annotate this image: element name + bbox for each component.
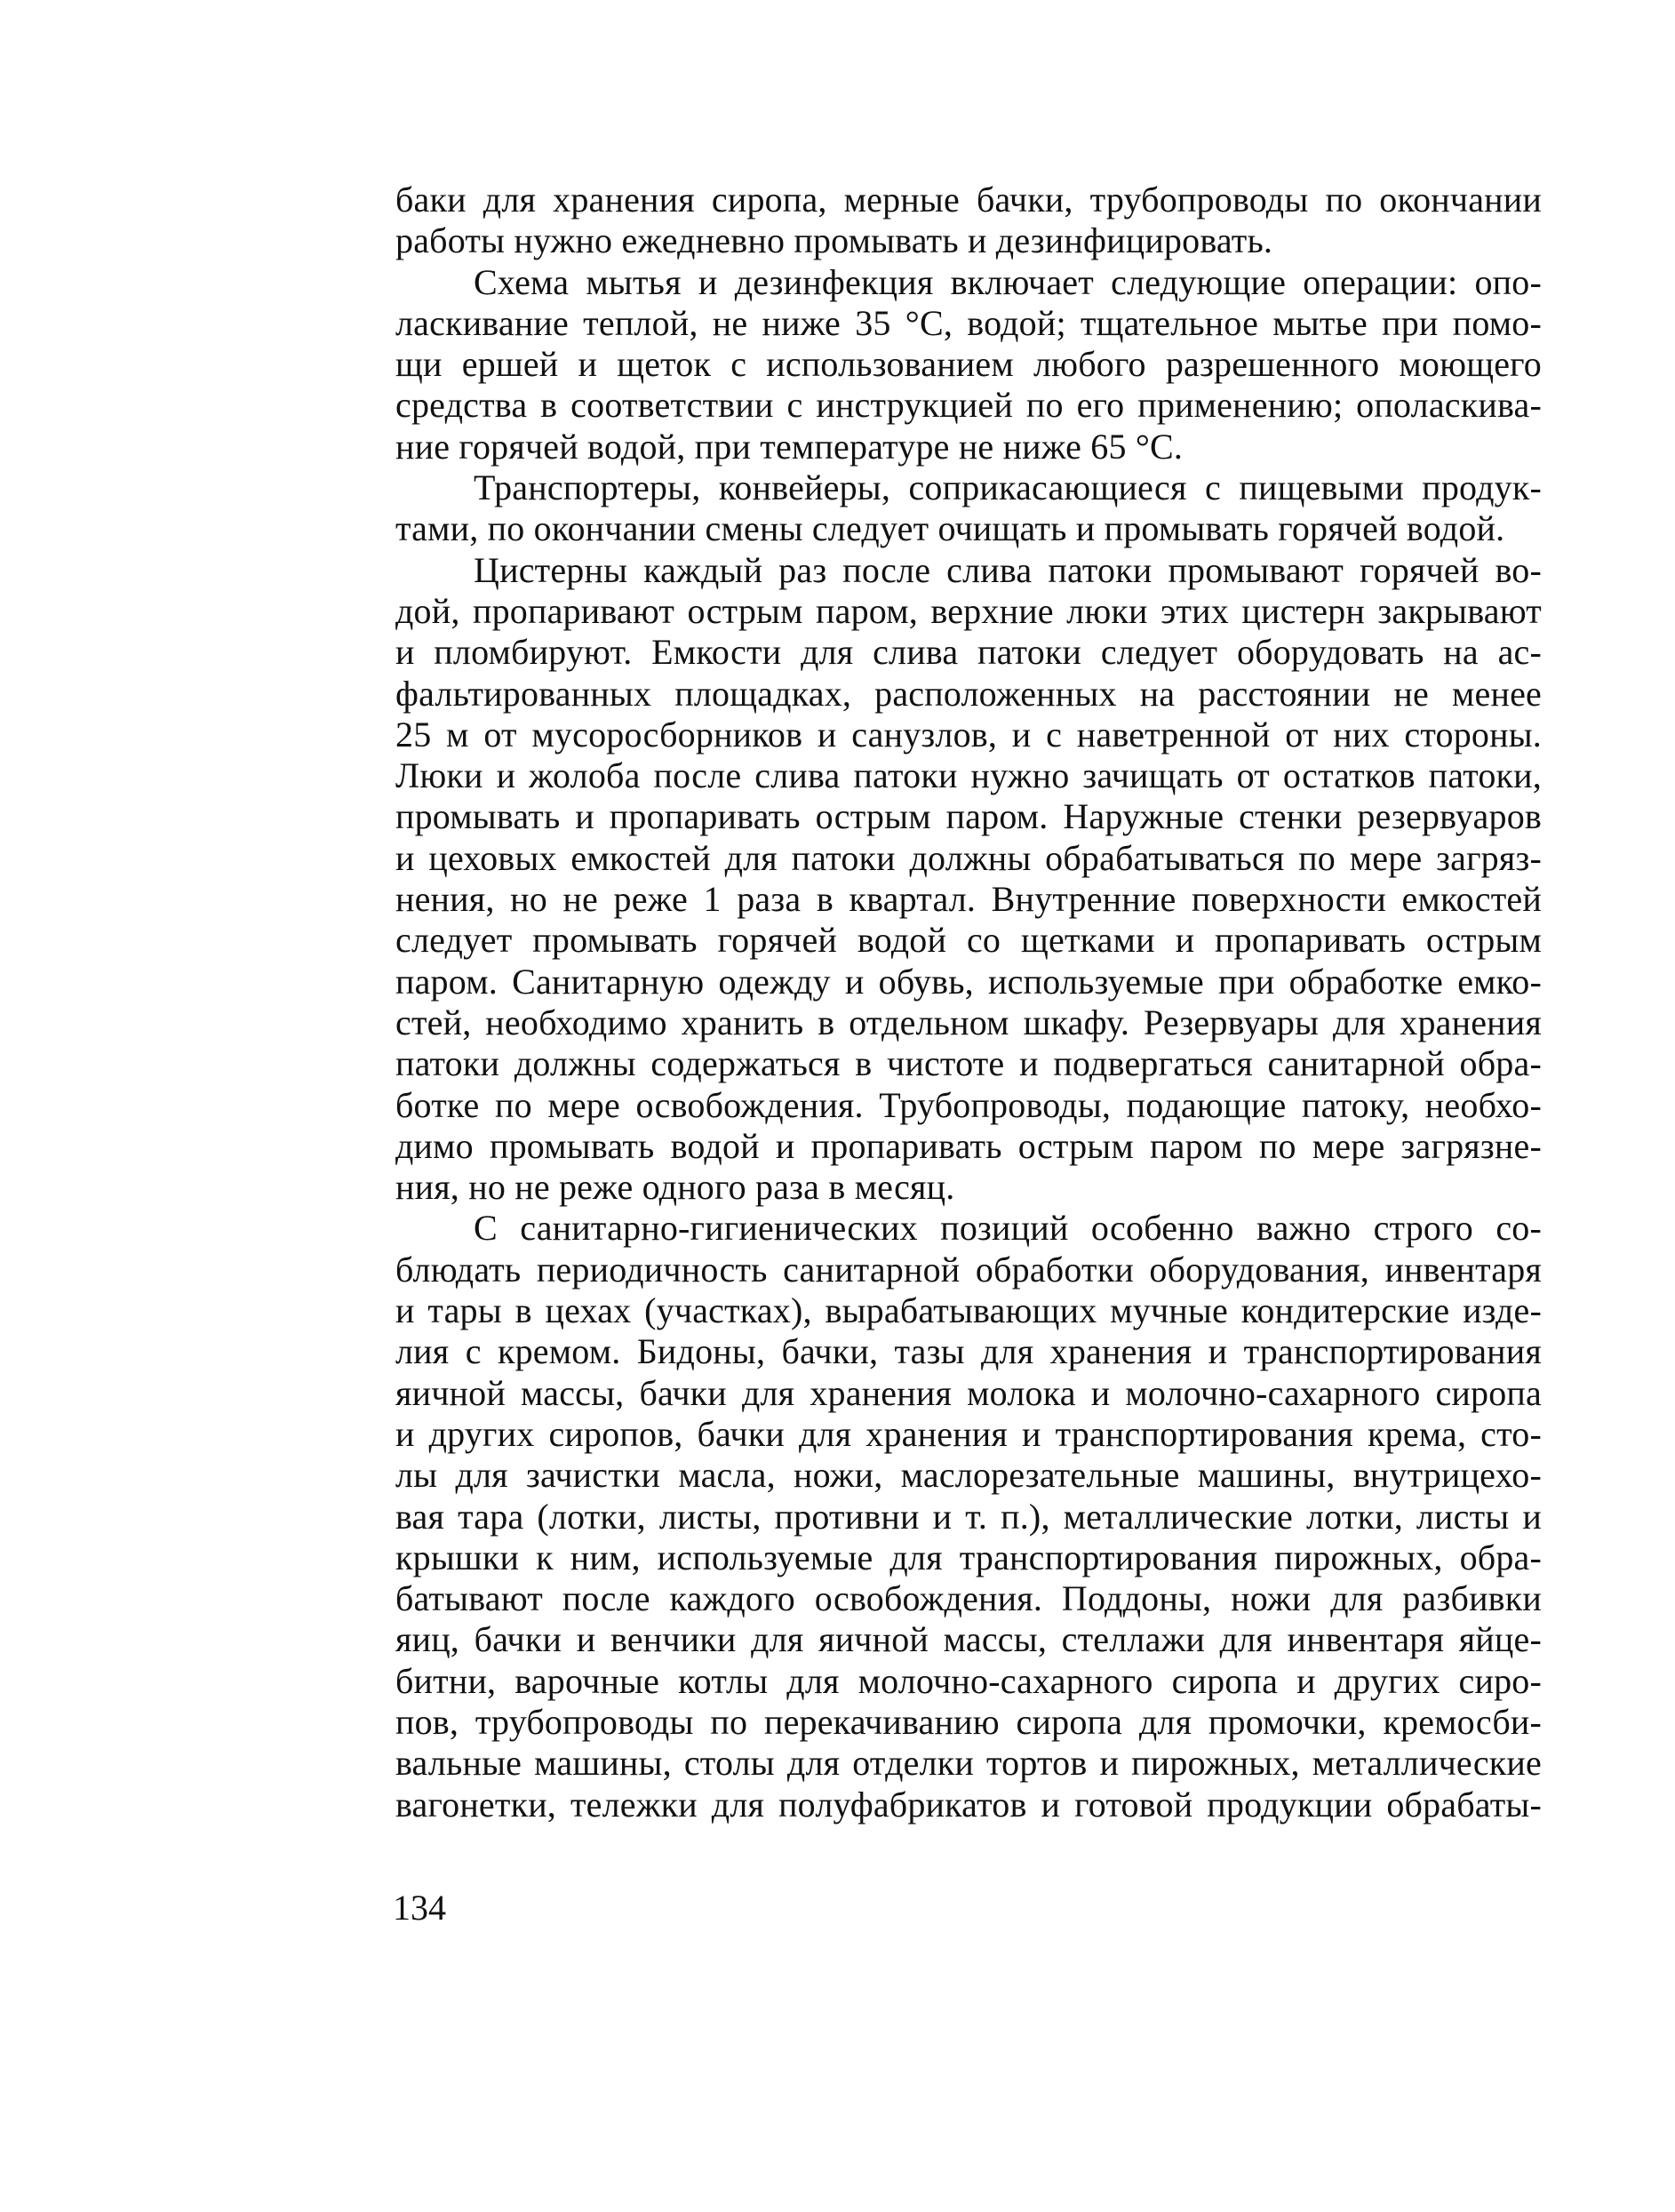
text-line: фальтированных площадках, расположенных на расстоянии не менее <box>395 673 1542 714</box>
text-line: яичной массы, бачки для хранения молока и молочно-сахарного сиропа <box>395 1372 1542 1413</box>
body-text <box>395 180 1542 1825</box>
paragraph <box>395 550 1542 1209</box>
text-line: ласкивание теплой, не ниже 35 °С, водой; тщательное мытье при помо- <box>395 302 1542 343</box>
paragraph <box>395 262 1542 467</box>
text-line: блюдать периодичность санитарной обработки оборудования, инвентаря <box>395 1249 1542 1290</box>
page-number: 134 <box>393 1888 446 1928</box>
text-line: ние горячей водой, при температуре не ниже 65 °С. <box>395 426 1184 467</box>
text-line: тами, по окончании смены следует очищать и промывать горячей водой. <box>395 508 1505 549</box>
text-line: вальные машины, столы для отделки тортов и пирожных, металлические <box>395 1743 1542 1784</box>
text-line: нения, но не реже 1 раза в квартал. Внутренние поверхности емкостей <box>395 879 1542 920</box>
text-line: баки для хранения сиропа, мерные бачки, трубопроводы по окончании <box>395 180 1542 220</box>
text-line: лы для зачистки масла, ножи, маслорезательные машины, внутрицехо- <box>395 1455 1542 1496</box>
text-line: и пломбируют. Емкости для слива патоки следует оборудовать на ас- <box>395 632 1542 673</box>
text-line: и цеховых емкостей для патоки должны обрабатываться по мере загряз- <box>395 837 1542 878</box>
text-line: 25 м от мусоросборников и санузлов, и с наветренной от них стороны. <box>395 714 1542 755</box>
text-line: лия с кремом. Бидоны, бачки, тазы для хранения и транспортирования <box>395 1331 1542 1372</box>
text-line: вагонетки, тележки для полуфабрикатов и готовой продукции обрабаты- <box>395 1784 1542 1825</box>
text-line: ботке по мере освобождения. Трубопроводы, подающие патоку, необхо- <box>395 1084 1542 1125</box>
text-line: батывают после каждого освобождения. Поддоны, ножи для разбивки <box>395 1578 1542 1619</box>
paragraph <box>395 1208 1542 1825</box>
text-line: вая тара (лотки, листы, противни и т. п.), металлические лотки, листы и <box>395 1496 1542 1537</box>
paragraph <box>395 467 1542 550</box>
text-line: яиц, бачки и венчики для яичной массы, стеллажи для инвентаря яйце- <box>395 1619 1542 1660</box>
text-line: стей, необходимо хранить в отдельном шкафу. Резервуары для хранения <box>395 1002 1542 1042</box>
paragraph <box>395 180 1542 262</box>
text-line: щи ершей и щеток с использованием любого разрешенного моющего <box>395 344 1542 385</box>
text-line: и тары в цехах (участках), вырабатывающих мучные кондитерские изде- <box>395 1290 1542 1331</box>
text-line: ния, но не реже одного раза в месяц. <box>395 1167 955 1208</box>
text-line: паром. Санитарную одежду и обувь, используемые при обработке емко- <box>395 961 1542 1002</box>
text-line: и других сиропов, бачки для хранения и транспортирования крема, сто- <box>395 1413 1542 1454</box>
text-line: патоки должны содержаться в чистоте и подвергаться санитарной обра- <box>395 1043 1542 1084</box>
text-line: С санитарно-гигиенических позиций особенно важно строго со- <box>474 1208 1542 1249</box>
text-line: средства в соответствии с инструкцией по его применению; ополаскива- <box>395 385 1542 426</box>
text-line: димо промывать водой и пропаривать острым паром по мере загрязне- <box>395 1125 1542 1166</box>
text-line: работы нужно ежедневно промывать и дезинфицировать. <box>395 220 1273 261</box>
text-line: Цистерны каждый раз после слива патоки промывают горячей во- <box>474 549 1542 590</box>
text-line: крышки к ним, используемые для транспортирования пирожных, обра- <box>395 1537 1542 1577</box>
text-line: Люки и жолоба после слива патоки нужно зачищать от остатков патоки, <box>395 755 1542 796</box>
text-line: Транспортеры, конвейеры, соприкасающиеся с пищевыми продук- <box>474 467 1542 508</box>
text-line: Схема мытья и дезинфекция включает следующие операции: опо- <box>474 261 1542 302</box>
text-line: битни, варочные котлы для молочно-сахарного сиропа и других сиро- <box>395 1660 1542 1701</box>
text-line: промывать и пропаривать острым паром. Наружные стенки резервуаров <box>395 796 1542 837</box>
text-line: пов, трубопроводы по перекачиванию сиропа для промочки, кремосби- <box>395 1701 1542 1742</box>
text-line: дой, пропаривают острым паром, верхние люки этих цистерн закрывают <box>395 590 1542 631</box>
text-line: следует промывать горячей водой со щетками и пропаривать острым <box>395 920 1542 961</box>
